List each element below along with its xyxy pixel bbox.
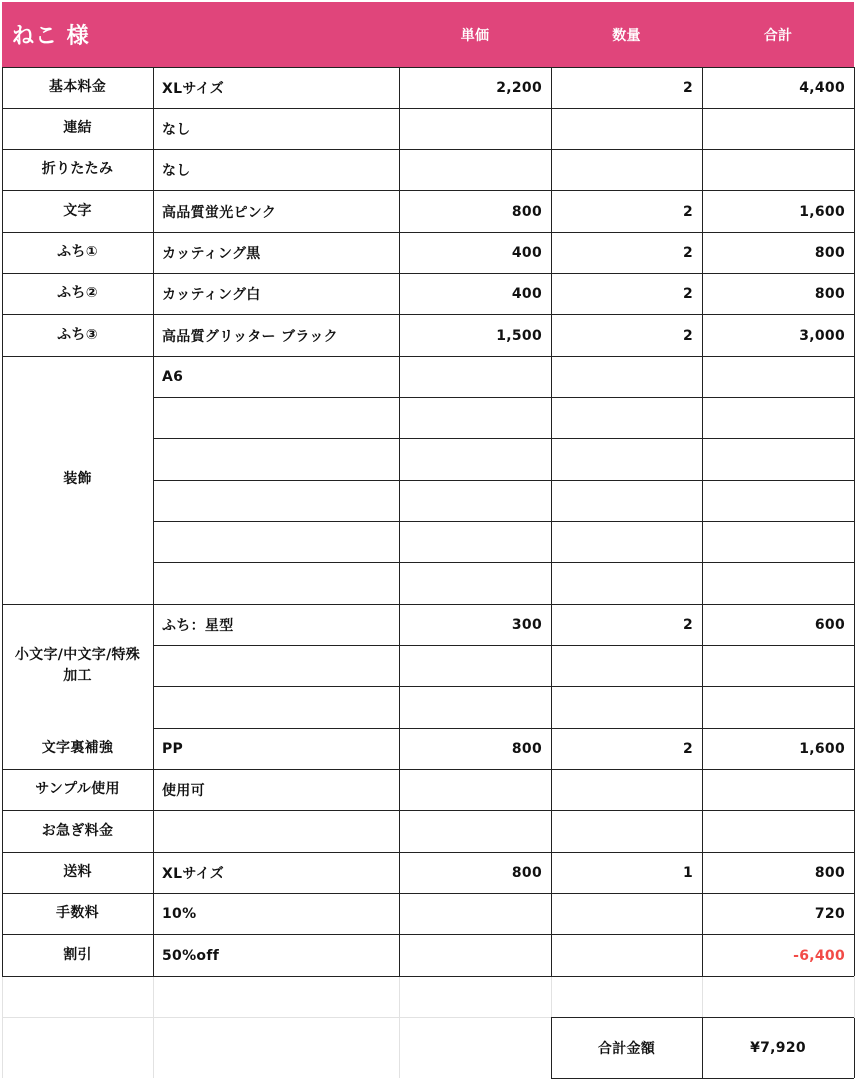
row-description: 10%	[162, 906, 197, 923]
table-row-line	[153, 438, 854, 439]
row-quantity	[551, 935, 702, 976]
table-col-line	[854, 67, 855, 976]
row-unit-price	[399, 563, 551, 604]
row-label: 送料	[63, 864, 92, 881]
row-label: サンプル使用	[35, 781, 120, 798]
row-quantity	[551, 522, 702, 563]
table-row-line	[153, 397, 854, 398]
empty-col-line	[702, 976, 703, 1017]
row-quantity	[551, 439, 702, 480]
row-unit-price: 400	[511, 286, 542, 303]
table-row-line	[153, 645, 854, 646]
summary-border	[551, 1018, 552, 1078]
table-col-line	[702, 67, 703, 976]
table-row-line	[2, 893, 854, 894]
row-description: なし	[162, 163, 191, 180]
row-quantity	[551, 480, 702, 521]
row-description: ふち：星型	[162, 617, 234, 634]
row-quantity	[551, 398, 702, 439]
row-unit-price	[399, 687, 551, 728]
row-description: 高品質蛍光ピンク	[162, 204, 277, 221]
table-row-line	[153, 728, 854, 729]
empty-col-line	[551, 976, 552, 1017]
row-total: 3,000	[799, 327, 845, 344]
row-unit-price: 800	[511, 864, 542, 881]
row-total	[702, 480, 854, 521]
table-row-line	[2, 314, 854, 315]
row-unit-price	[399, 522, 551, 563]
table-row-line	[2, 976, 854, 977]
row-description	[153, 522, 399, 563]
row-unit-price	[399, 480, 551, 521]
row-total	[702, 150, 854, 191]
row-unit-price	[399, 356, 551, 397]
table-row-line	[153, 480, 854, 481]
row-total: 800	[814, 286, 845, 303]
header-blank-cell	[153, 2, 399, 67]
table-col-line	[399, 67, 400, 976]
summary-border	[551, 1078, 854, 1079]
row-description	[153, 811, 399, 852]
row-description: PP	[162, 740, 184, 757]
row-unit-price: 800	[511, 203, 542, 220]
row-unit-price: 300	[511, 616, 542, 633]
row-quantity	[551, 770, 702, 811]
row-quantity: 2	[682, 286, 693, 303]
row-total: 800	[814, 244, 845, 261]
row-total	[702, 646, 854, 687]
row-quantity: 2	[682, 79, 693, 96]
row-quantity: 2	[682, 616, 693, 633]
row-description: A6	[162, 368, 184, 385]
table-row-line	[2, 190, 854, 191]
summary-border	[551, 1017, 854, 1018]
row-unit-price	[399, 150, 551, 191]
row-total: 1,600	[799, 740, 845, 757]
row-label: ふち①	[57, 244, 98, 261]
row-quantity	[551, 687, 702, 728]
row-unit-price	[399, 439, 551, 480]
row-unit-price	[399, 811, 551, 852]
row-total	[702, 439, 854, 480]
row-label: 割引	[63, 946, 92, 963]
row-quantity	[551, 894, 702, 935]
row-quantity: 2	[682, 740, 693, 757]
row-description: XLサイズ	[162, 865, 225, 882]
row-unit-price: 800	[511, 740, 542, 757]
table-row-line	[2, 356, 854, 357]
table-row-line	[2, 67, 854, 68]
row-unit-price	[399, 646, 551, 687]
table-row-line	[2, 810, 854, 811]
empty-col-line	[854, 976, 855, 1017]
row-unit-price	[399, 108, 551, 149]
row-label: 連結	[63, 120, 92, 137]
unit-price-header: 単価	[399, 2, 551, 67]
row-description: 高品質グリッター ブラック	[162, 328, 338, 345]
table-col-line	[153, 67, 154, 976]
row-total	[702, 770, 854, 811]
row-description: なし	[162, 121, 191, 138]
row-description: 使用可	[162, 783, 205, 800]
row-quantity: 2	[682, 327, 693, 344]
row-quantity: 2	[682, 203, 693, 220]
total-header: 合計	[702, 2, 854, 67]
empty-col-line	[2, 976, 3, 1078]
row-description	[153, 646, 399, 687]
row-label: 折りたたみ	[41, 161, 114, 178]
table-col-line	[2, 67, 3, 976]
row-description: カッティング白	[162, 287, 261, 304]
row-quantity: 1	[682, 864, 693, 881]
row-description	[153, 480, 399, 521]
empty-col-line	[399, 976, 400, 1078]
row-total	[702, 398, 854, 439]
row-description	[153, 398, 399, 439]
table-row-line	[2, 108, 854, 109]
row-total	[702, 563, 854, 604]
row-total: 800	[814, 864, 845, 881]
decoration-label: 装飾	[63, 471, 92, 488]
row-unit-price: 1,500	[496, 327, 542, 344]
row-total	[702, 687, 854, 728]
table-row-line	[2, 273, 854, 274]
row-quantity	[551, 646, 702, 687]
row-quantity	[551, 150, 702, 191]
table-row-line	[2, 852, 854, 853]
row-total: -6,400	[793, 947, 845, 964]
row-total: 600	[814, 616, 845, 633]
table-row-line	[153, 521, 854, 522]
grand-total-amount: ¥7,920	[750, 1039, 806, 1056]
row-quantity	[551, 108, 702, 149]
row-unit-price	[399, 894, 551, 935]
summary-border	[702, 1018, 703, 1078]
row-description: カッティング黒	[162, 245, 261, 262]
summary-border	[854, 1018, 855, 1078]
special-processing-label: 小文字/中文字/特殊加工	[14, 646, 141, 685]
row-description	[153, 563, 399, 604]
row-unit-price: 400	[511, 244, 542, 261]
table-row-line	[153, 686, 854, 687]
empty-col-line	[153, 976, 154, 1078]
row-total	[702, 108, 854, 149]
row-unit-price	[399, 770, 551, 811]
customer-name-header: ねこ 様	[2, 2, 153, 67]
row-quantity	[551, 356, 702, 397]
quantity-header: 数量	[551, 2, 702, 67]
row-label: 文字裏補強	[41, 740, 114, 757]
row-total: 1,600	[799, 203, 845, 220]
row-label: お急ぎ料金	[41, 822, 114, 839]
row-unit-price	[399, 935, 551, 976]
table-row-line	[2, 232, 854, 233]
row-quantity	[551, 811, 702, 852]
row-quantity	[551, 563, 702, 604]
row-unit-price: 2,200	[496, 79, 542, 96]
row-label: 文字	[63, 202, 92, 219]
row-total	[702, 811, 854, 852]
row-description	[153, 439, 399, 480]
table-row-line	[2, 769, 854, 770]
row-label: 基本料金	[48, 78, 107, 95]
row-label: ふち③	[57, 326, 98, 343]
row-total: 720	[814, 906, 845, 923]
row-quantity: 2	[682, 244, 693, 261]
grand-total-label: 合計金額	[597, 1040, 656, 1057]
row-description	[153, 687, 399, 728]
row-description: XLサイズ	[162, 80, 225, 97]
row-total	[702, 522, 854, 563]
row-unit-price	[399, 398, 551, 439]
table-row-line	[2, 149, 854, 150]
row-label: ふち②	[57, 285, 98, 302]
table-col-line	[551, 67, 552, 976]
row-total: 4,400	[799, 79, 845, 96]
row-label: 手数料	[56, 905, 99, 922]
table-row-line	[153, 562, 854, 563]
row-description: 50%off	[162, 947, 220, 964]
row-total	[702, 356, 854, 397]
table-row-line	[2, 934, 854, 935]
table-row-line	[2, 604, 854, 605]
